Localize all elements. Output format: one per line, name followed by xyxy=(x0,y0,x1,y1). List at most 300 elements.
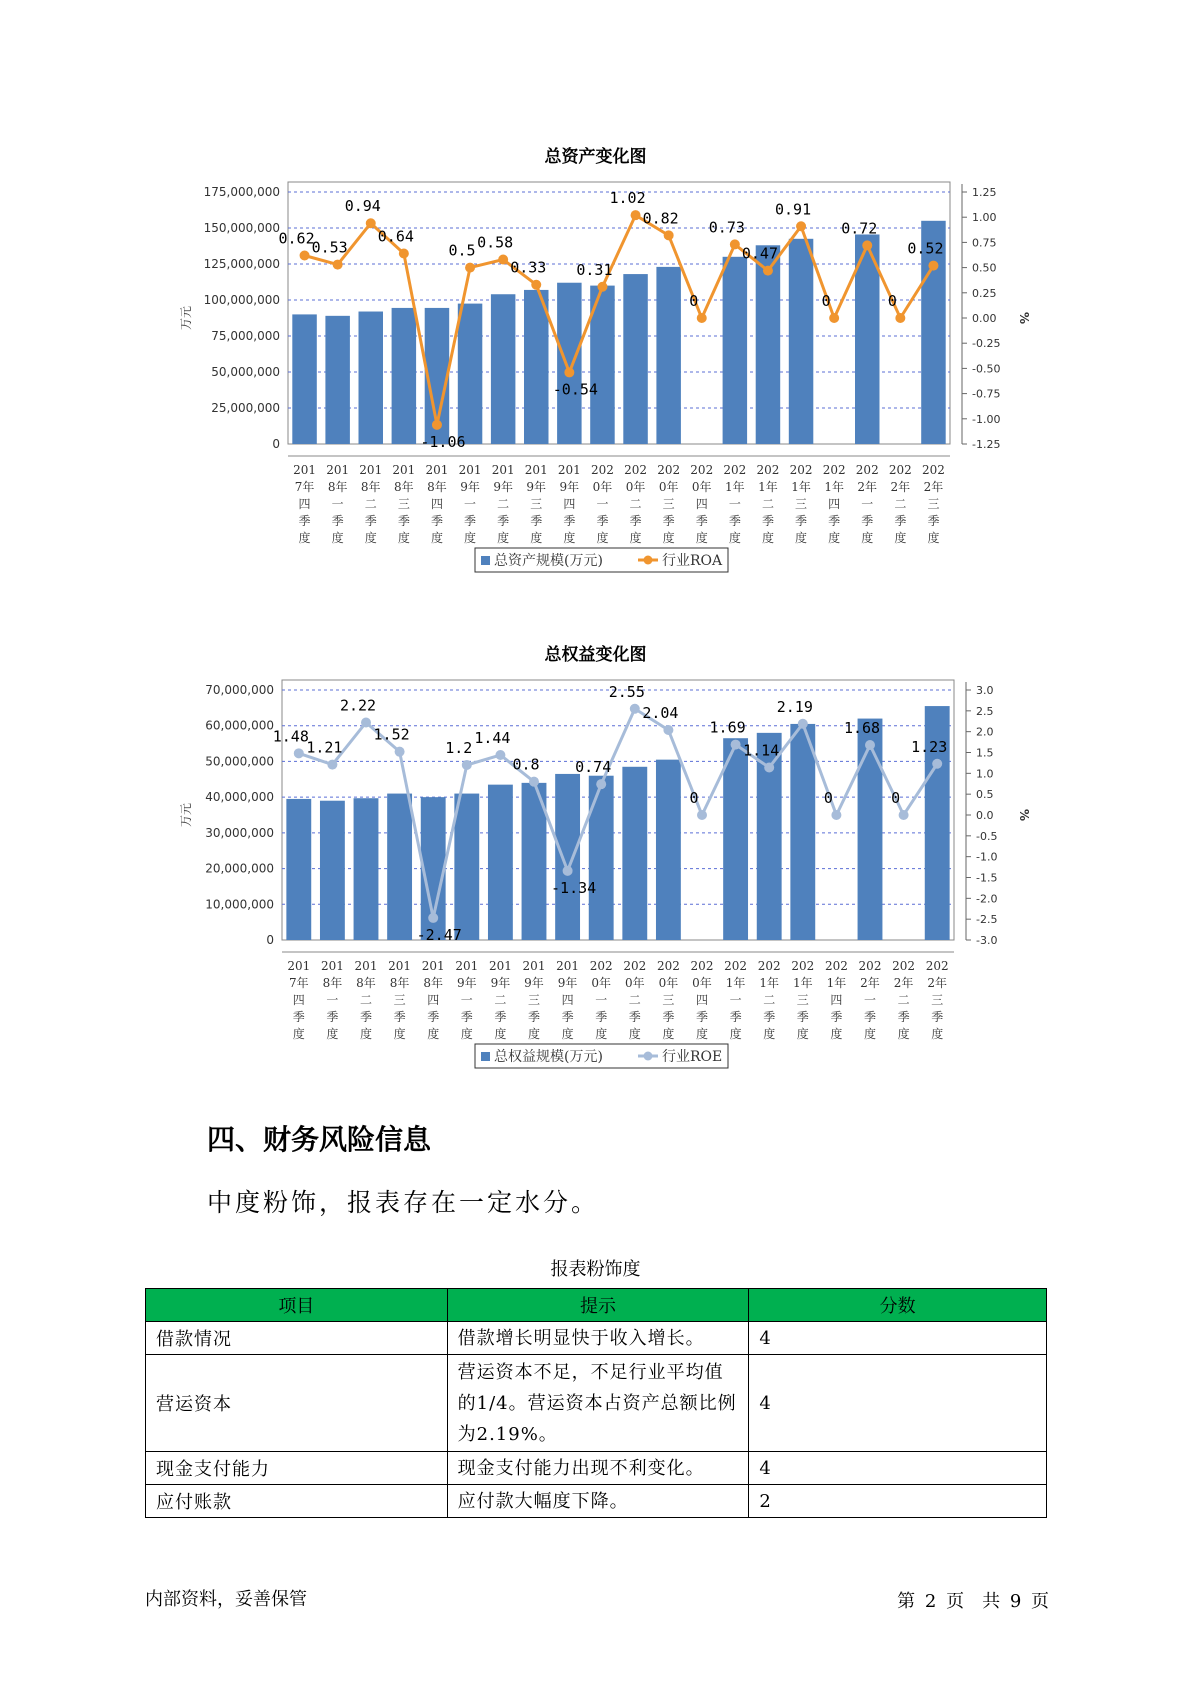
x-tick-part: 9年 xyxy=(490,976,511,990)
x-tick-part: 度 xyxy=(298,531,311,545)
data-label: 0 xyxy=(821,292,831,310)
y2-tick-label: -3.0 xyxy=(976,934,998,947)
x-tick-part: 四 xyxy=(828,497,841,511)
y-tick-label: 70,000,000 xyxy=(205,683,274,697)
row-item: 现金支付能力 xyxy=(146,1452,448,1485)
x-tick-part: 2年 xyxy=(890,480,911,494)
x-tick-part: 201 xyxy=(293,463,317,477)
x-tick-part: 0年 xyxy=(592,480,613,494)
x-tick-part: 度 xyxy=(331,531,344,545)
line-point xyxy=(300,251,310,261)
x-tick-part: 一 xyxy=(460,993,473,1007)
x-tick-label xyxy=(690,463,713,545)
bar xyxy=(589,776,614,940)
chart-title-total-equity: 总权益变化图 xyxy=(544,645,647,665)
x-tick-part: 202 xyxy=(789,463,813,477)
x-tick-part: 三 xyxy=(393,993,406,1007)
x-tick-part: 季 xyxy=(931,1010,944,1024)
x-tick-part: 季 xyxy=(393,1010,406,1024)
x-tick-part: 202 xyxy=(724,959,748,973)
y2-tick-label: 1.0 xyxy=(976,767,994,781)
x-tick-part: 季 xyxy=(894,514,907,528)
x-tick-part: 201 xyxy=(458,463,482,477)
x-tick-part: 1年 xyxy=(824,480,844,494)
x-tick-part: 9年 xyxy=(524,976,544,990)
y2-axis-title: % xyxy=(1017,311,1031,325)
table-row xyxy=(146,1485,1047,1518)
x-tick-label xyxy=(425,463,448,545)
x-tick-part: 8年 xyxy=(427,480,447,494)
line-point xyxy=(395,747,405,757)
y-tick-label: 75,000,000 xyxy=(211,329,280,343)
x-tick-label xyxy=(326,463,349,545)
data-label: 1.21 xyxy=(306,738,343,757)
x-tick-part: 一 xyxy=(863,993,877,1007)
x-tick-part: 8年 xyxy=(423,976,444,990)
x-tick-part: 季 xyxy=(595,1010,608,1024)
x-tick-part: 季 xyxy=(761,514,774,528)
data-label: -2.47 xyxy=(416,925,462,944)
x-tick-part: 7年 xyxy=(288,976,309,990)
x-tick-part: 度 xyxy=(828,531,841,545)
page-total: 9 xyxy=(1009,1591,1022,1612)
bar xyxy=(458,304,482,444)
x-tick-part: 季 xyxy=(397,514,410,528)
x-tick-label xyxy=(287,959,310,1041)
x-tick-part: 0年 xyxy=(658,480,679,494)
x-tick-part: 度 xyxy=(561,1027,574,1041)
x-tick-label xyxy=(455,959,478,1041)
x-tick-label xyxy=(590,959,613,1041)
x-tick-label xyxy=(825,959,848,1041)
x-tick-part: 度 xyxy=(629,531,642,545)
y-tick-label: 50,000,000 xyxy=(205,754,274,769)
x-tick-part: 9年 xyxy=(456,976,477,990)
x-tick-part: 度 xyxy=(931,1027,944,1041)
x-tick-part: 四 xyxy=(830,993,843,1007)
x-tick-label xyxy=(791,959,814,1041)
line-point xyxy=(932,759,942,769)
line-point xyxy=(465,263,475,273)
x-tick-part: 三 xyxy=(662,993,675,1007)
y2-tick-label: 0.5 xyxy=(976,788,994,802)
x-tick-part: 季 xyxy=(298,514,311,528)
line-point xyxy=(596,779,606,789)
x-tick-part: 二 xyxy=(494,993,507,1007)
data-label: -1.06 xyxy=(420,432,466,451)
y-tick-label: 25,000,000 xyxy=(211,401,280,415)
y-tick-label: 50,000,000 xyxy=(211,365,280,379)
y2-tick-label: -0.5 xyxy=(976,829,998,843)
x-tick-label xyxy=(623,959,646,1041)
x-tick-part: 度 xyxy=(662,531,675,545)
data-label: 0.52 xyxy=(907,239,944,258)
x-tick-part: 202 xyxy=(921,463,945,477)
x-tick-part: 202 xyxy=(690,463,714,477)
line-point xyxy=(498,255,508,265)
x-tick-part: 2年 xyxy=(893,976,914,990)
x-tick-part: 季 xyxy=(897,1010,910,1024)
bar xyxy=(286,799,311,940)
x-tick-part: 季 xyxy=(292,1010,305,1024)
data-label: 1.23 xyxy=(911,737,948,756)
x-tick-part: 201 xyxy=(425,463,449,477)
x-tick-part: 201 xyxy=(392,463,416,477)
x-tick-part: 一 xyxy=(595,993,608,1007)
data-label: 0.8 xyxy=(512,755,540,774)
x-tick-part: 度 xyxy=(628,1027,641,1041)
x-tick-part: 0年 xyxy=(691,480,712,494)
x-tick-label xyxy=(556,959,579,1041)
line-point xyxy=(327,760,337,770)
line-point xyxy=(763,266,773,276)
x-tick-part: 8年 xyxy=(394,480,414,494)
line-point xyxy=(697,313,707,323)
x-tick-part: 一 xyxy=(326,993,339,1007)
x-tick-part: 季 xyxy=(795,514,808,528)
x-tick-part: 三 xyxy=(796,993,809,1007)
data-label: -0.54 xyxy=(552,380,598,399)
bar xyxy=(557,283,581,444)
bar xyxy=(789,239,813,444)
line-point xyxy=(697,810,707,820)
page-mid: 页 共 xyxy=(946,1591,1001,1612)
bar xyxy=(491,294,515,444)
x-tick-part: 三 xyxy=(662,497,675,511)
x-tick-part: 202 xyxy=(757,959,781,973)
x-tick-label xyxy=(392,463,415,545)
line-point xyxy=(895,313,905,323)
line-point xyxy=(631,210,641,220)
row-hint: 应付款大幅度下降。 xyxy=(447,1485,749,1518)
x-tick-part: 0年 xyxy=(625,480,646,494)
row-item: 营运资本 xyxy=(146,1355,448,1452)
data-label: 0 xyxy=(689,292,699,310)
x-tick-part: 二 xyxy=(364,497,377,511)
y2-tick-label: 2.0 xyxy=(976,725,994,739)
x-tick-part: 度 xyxy=(427,1027,440,1041)
x-tick-part: 二 xyxy=(763,993,776,1007)
data-label: 2.55 xyxy=(608,682,645,701)
y2-tick-label: -2.5 xyxy=(976,913,998,927)
x-tick-part: 一 xyxy=(728,497,741,511)
table-row xyxy=(146,1355,1047,1452)
y-axis-title: 万元 xyxy=(179,802,193,828)
x-tick-part: 季 xyxy=(728,514,741,528)
x-tick-part: 202 xyxy=(723,463,747,477)
x-tick-part: 9年 xyxy=(526,480,547,494)
x-tick-part: 三 xyxy=(397,497,410,511)
x-tick-part: 季 xyxy=(596,514,609,528)
x-tick-part: 季 xyxy=(530,514,543,528)
y-tick-label: 175,000,000 xyxy=(203,185,280,199)
x-tick-part: 二 xyxy=(894,497,907,511)
x-tick-part: 度 xyxy=(397,531,410,545)
x-tick-part: 季 xyxy=(460,1010,473,1024)
x-tick-label xyxy=(724,959,747,1041)
line-point xyxy=(432,420,442,430)
line-point xyxy=(764,763,774,773)
x-tick-part: 度 xyxy=(497,531,510,545)
data-label: 2.19 xyxy=(776,697,813,716)
bar xyxy=(555,774,580,940)
y2-tick-label: -2.0 xyxy=(976,892,998,906)
legend-bar-swatch xyxy=(481,556,490,565)
x-tick-part: 度 xyxy=(563,531,576,545)
x-tick-label xyxy=(691,959,714,1041)
x-tick-label xyxy=(492,463,515,545)
data-label: 1.69 xyxy=(709,718,746,737)
data-label: 0.31 xyxy=(576,260,613,279)
legend-bar-swatch xyxy=(481,1052,490,1061)
line-point xyxy=(796,221,806,231)
y-tick-label: 100,000,000 xyxy=(203,293,280,307)
x-tick-part: 季 xyxy=(563,514,576,528)
line-point xyxy=(831,810,841,820)
line-point xyxy=(529,777,539,787)
x-tick-part: 季 xyxy=(628,1010,641,1024)
x-tick-part: 季 xyxy=(430,514,443,528)
y2-tick-label: 0.75 xyxy=(972,236,997,250)
line-point xyxy=(399,248,409,258)
x-tick-part: 2年 xyxy=(923,480,944,494)
x-tick-part: 8年 xyxy=(389,976,410,990)
header-score: 分数 xyxy=(749,1289,1047,1322)
x-tick-part: 度 xyxy=(863,1027,877,1041)
x-tick-part: 2年 xyxy=(857,480,878,494)
x-tick-part: 季 xyxy=(927,514,940,528)
x-tick-part: 度 xyxy=(695,1027,709,1041)
line-point xyxy=(862,240,872,250)
x-tick-part: 一 xyxy=(331,497,344,511)
x-tick-part: 二 xyxy=(628,993,641,1007)
line-point xyxy=(798,719,808,729)
y2-tick-label: 0.0 xyxy=(976,809,994,822)
x-tick-part: 度 xyxy=(364,531,377,545)
x-tick-part: 201 xyxy=(491,463,515,477)
x-tick-part: 度 xyxy=(326,1027,339,1041)
data-label: 1.44 xyxy=(474,729,511,747)
header-item: 项目 xyxy=(146,1289,448,1322)
x-tick-part: 一 xyxy=(464,497,477,511)
y2-tick-label: 2.5 xyxy=(976,704,994,718)
x-tick-part: 季 xyxy=(695,1010,709,1024)
data-label: 0.94 xyxy=(344,197,381,216)
table-header-row xyxy=(146,1289,1047,1322)
y2-tick-label: 1.5 xyxy=(976,746,994,760)
x-tick-part: 201 xyxy=(522,959,546,973)
x-tick-part: 一 xyxy=(861,497,874,511)
x-tick-label xyxy=(856,463,879,545)
x-tick-label xyxy=(355,959,378,1041)
page-current: 2 xyxy=(924,1591,937,1612)
x-tick-part: 一 xyxy=(729,993,742,1007)
line-point xyxy=(366,218,376,228)
y2-tick-label: 1.00 xyxy=(972,211,997,225)
x-tick-part: 1年 xyxy=(759,976,780,990)
x-tick-label xyxy=(523,959,546,1041)
x-tick-label xyxy=(459,463,482,545)
y-tick-label: 150,000,000 xyxy=(203,221,280,235)
line-point xyxy=(664,230,674,240)
x-tick-label xyxy=(823,463,846,545)
line-point xyxy=(495,750,505,760)
x-tick-part: 9年 xyxy=(559,480,580,494)
data-label: 1.14 xyxy=(743,741,780,760)
x-tick-part: 度 xyxy=(795,531,808,545)
data-label: 2.22 xyxy=(339,696,377,715)
x-tick-part: 8年 xyxy=(360,480,381,494)
y2-tick-label: 0.50 xyxy=(972,261,997,275)
x-tick-part: 度 xyxy=(292,1027,305,1041)
bar xyxy=(790,724,815,940)
x-tick-part: 度 xyxy=(830,1027,843,1041)
x-tick-label xyxy=(422,959,445,1041)
y-tick-label: 0 xyxy=(272,437,280,451)
x-tick-part: 201 xyxy=(524,463,548,477)
line-point xyxy=(663,725,673,735)
x-tick-part: 0年 xyxy=(692,976,712,990)
x-tick-part: 四 xyxy=(695,497,708,511)
x-tick-part: 度 xyxy=(596,531,609,545)
x-tick-part: 度 xyxy=(728,531,741,545)
x-tick-part: 季 xyxy=(527,1010,541,1024)
x-tick-part: 202 xyxy=(858,959,882,973)
x-tick-part: 202 xyxy=(589,959,613,973)
row-score: 4 xyxy=(749,1355,1047,1452)
x-tick-label xyxy=(756,463,779,545)
x-tick-part: 201 xyxy=(388,959,412,973)
y2-tick-label: -1.25 xyxy=(972,438,1001,451)
x-tick-part: 二 xyxy=(359,993,373,1007)
y-tick-label: 0 xyxy=(266,933,274,947)
x-tick-part: 201 xyxy=(455,959,479,973)
line-point xyxy=(730,239,740,249)
x-tick-part: 季 xyxy=(861,514,874,528)
x-tick-label xyxy=(624,463,647,545)
x-tick-part: 一 xyxy=(596,497,609,511)
line-point xyxy=(865,740,875,750)
x-tick-label xyxy=(388,959,411,1041)
y-tick-label: 60,000,000 xyxy=(205,718,274,733)
x-tick-part: 201 xyxy=(488,959,512,973)
x-tick-part: 四 xyxy=(563,497,576,511)
table-row xyxy=(146,1452,1047,1485)
x-tick-part: 度 xyxy=(527,1027,541,1041)
data-label: 0 xyxy=(689,789,699,807)
x-tick-part: 季 xyxy=(695,514,708,528)
bar xyxy=(359,312,383,444)
x-tick-part: 四 xyxy=(427,993,440,1007)
line-point xyxy=(333,260,343,270)
line-point xyxy=(829,313,839,323)
x-tick-part: 二 xyxy=(897,993,910,1007)
row-score: 4 xyxy=(749,1452,1047,1485)
x-tick-part: 三 xyxy=(530,497,543,511)
y2-tick-label: 0.25 xyxy=(972,286,997,300)
x-tick-part: 202 xyxy=(624,463,648,477)
x-tick-part: 二 xyxy=(629,497,642,511)
x-tick-part: 2年 xyxy=(860,976,880,990)
x-tick-part: 0年 xyxy=(658,976,679,990)
x-tick-part: 8年 xyxy=(322,976,343,990)
x-tick-part: 度 xyxy=(729,1027,742,1041)
table-caption: 报表粉饰度 xyxy=(550,1259,641,1280)
x-tick-part: 度 xyxy=(359,1027,373,1041)
x-tick-part: 201 xyxy=(359,463,383,477)
x-tick-label xyxy=(859,959,882,1041)
x-tick-label xyxy=(591,463,614,545)
x-tick-part: 度 xyxy=(494,1027,507,1041)
x-tick-part: 202 xyxy=(690,959,714,973)
page-number xyxy=(895,1587,1051,1613)
x-tick-part: 度 xyxy=(530,531,543,545)
x-tick-part: 202 xyxy=(888,463,912,477)
x-tick-part: 三 xyxy=(927,497,940,511)
x-tick-part: 季 xyxy=(561,1010,574,1024)
data-label: 1.02 xyxy=(609,189,646,208)
x-tick-part: 202 xyxy=(925,959,949,973)
data-label: -1.34 xyxy=(551,878,597,897)
bar xyxy=(524,290,548,444)
x-tick-part: 季 xyxy=(364,514,377,528)
bar xyxy=(392,308,416,444)
data-label: 0.47 xyxy=(741,244,779,263)
x-tick-part: 202 xyxy=(656,959,680,973)
x-tick-part: 7年 xyxy=(294,480,315,494)
x-tick-part: 201 xyxy=(320,959,344,973)
data-label: 0 xyxy=(823,789,833,807)
x-tick-label xyxy=(359,463,382,545)
x-tick-label xyxy=(926,959,949,1041)
legend-line-label: 行业ROA xyxy=(662,553,723,569)
data-label: 0.62 xyxy=(278,229,315,248)
line-point xyxy=(597,282,607,292)
x-tick-part: 季 xyxy=(729,1010,742,1024)
whitewash-table xyxy=(145,1288,1047,1518)
x-tick-part: 度 xyxy=(897,1027,910,1041)
x-tick-part: 度 xyxy=(861,531,874,545)
x-tick-part: 季 xyxy=(796,1010,809,1024)
x-tick-part: 1年 xyxy=(791,480,811,494)
y-tick-label: 125,000,000 xyxy=(203,257,280,271)
x-tick-part: 201 xyxy=(556,959,580,973)
x-tick-part: 0年 xyxy=(591,976,612,990)
x-tick-part: 三 xyxy=(931,993,944,1007)
line-point xyxy=(564,367,574,377)
x-tick-part: 度 xyxy=(460,1027,473,1041)
x-tick-part: 二 xyxy=(497,497,510,511)
x-tick-part: 季 xyxy=(830,1010,843,1024)
y2-tick-label: -1.00 xyxy=(972,412,1001,426)
data-label: 0.58 xyxy=(477,233,514,252)
row-hint: 营运资本不足，不足行业平均值的1/4。营运资本占资产总额比例为2.19%。 xyxy=(447,1355,749,1452)
x-tick-part: 度 xyxy=(662,1027,675,1041)
data-label: 1.2 xyxy=(445,739,473,757)
x-tick-part: 季 xyxy=(763,1010,776,1024)
bar xyxy=(454,794,479,940)
x-tick-label xyxy=(321,959,344,1041)
bar xyxy=(723,257,747,444)
chart-title-total-assets: 总资产变化图 xyxy=(544,147,647,167)
data-label: 0.5 xyxy=(448,241,476,260)
data-label: 0 xyxy=(891,789,901,807)
x-tick-part: 三 xyxy=(795,497,808,511)
x-tick-part: 201 xyxy=(326,463,350,477)
bar xyxy=(622,767,647,940)
x-tick-part: 季 xyxy=(359,1010,373,1024)
x-tick-part: 季 xyxy=(828,514,841,528)
